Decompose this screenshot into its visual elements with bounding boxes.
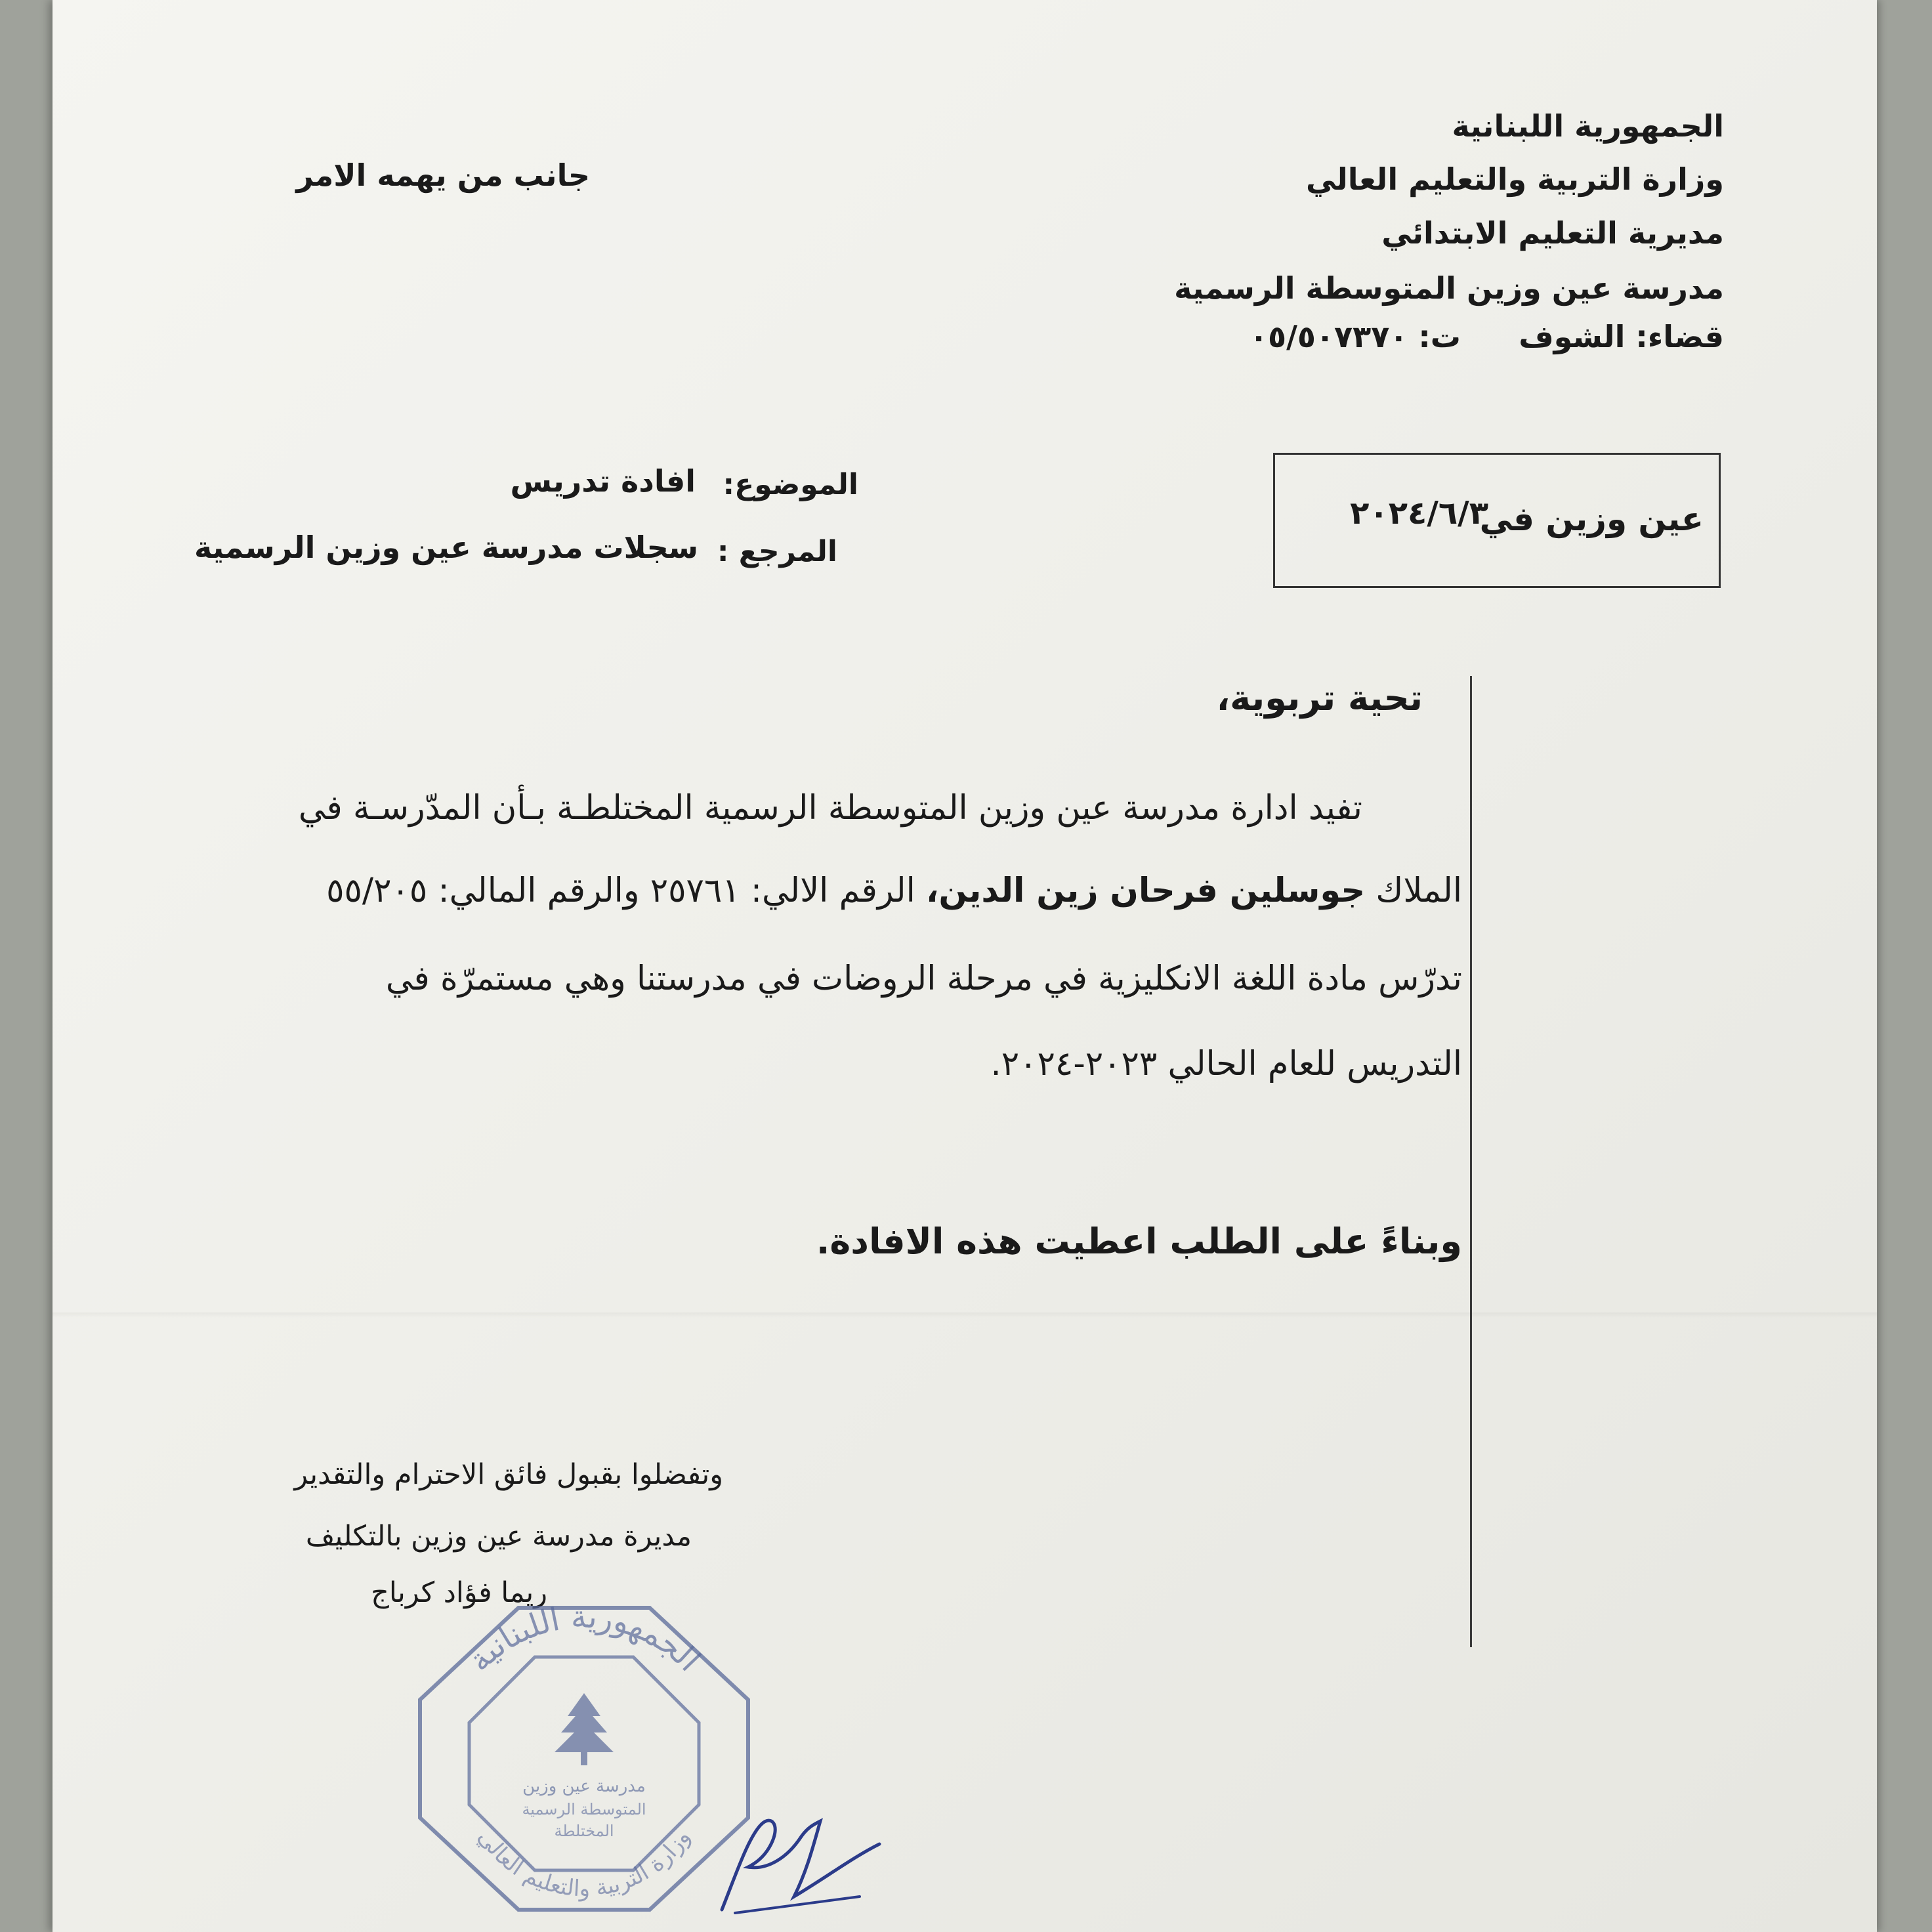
header-directorate: مديرية التعليم الابتدائي (1381, 215, 1724, 251)
margin-rule (1470, 676, 1472, 1647)
body-line-1: تفيد ادارة مدرسة عين وزين المتوسطة الرسمية المختلطـة بـأن المدّرسـة في (298, 789, 1362, 828)
closing-respect: وتفضلوا بقبول فائق الاحترام والتقدير (294, 1458, 723, 1491)
greeting: تحية تربوية، (1216, 677, 1423, 719)
body-line-2 (326, 872, 1462, 910)
closing-title: مديرة مدرسة عين وزين بالتكليف (305, 1520, 692, 1553)
reference-label: المرجع : (717, 535, 837, 568)
svg-text:مدرسة عين وزين: مدرسة عين وزين (522, 1776, 646, 1796)
svg-text:وزارة التربية والتعليم العالي: وزارة التربية والتعليم العالي (472, 1824, 696, 1902)
body-line-3: تدرّس مادة اللغة الانكليزية في مرحلة الروضات في مدرستنا وهي مستمرّة في (385, 959, 1462, 998)
paper-fold (52, 1312, 1877, 1318)
teacher-name: جوسلين فرحان زين الدين، (925, 872, 1366, 910)
header-phone: ت: ٠٥/٥٠٧٣٧٠ (1249, 319, 1461, 354)
subject-label: الموضوع: (723, 468, 858, 501)
closing-signatory: ريما فؤاد كرباج (371, 1576, 547, 1609)
svg-text:الجمهورية اللبنانية: الجمهورية اللبنانية (461, 1598, 708, 1679)
date-value: ٢٠٢٤/٦/٣ (1350, 495, 1488, 532)
cedar-icon (555, 1693, 614, 1765)
header-republic: الجمهورية اللبنانية (1452, 108, 1724, 144)
addressee: جانب من يهمه الامر (296, 158, 590, 193)
reference-value: سجلات مدرسة عين وزين الرسمية (194, 530, 698, 565)
handwritten-signature (709, 1798, 906, 1929)
body-line-2-numbers: الرقم الالي: ٢٥٧٦١ والرقم المالي: ٥٥/٢٠٥ (326, 872, 915, 910)
conclusion: وبناءً على الطلب اعطيت هذه الافادة. (816, 1221, 1462, 1262)
body-line-4: التدريس للعام الحالي ٢٠٢٣-٢٠٢٤. (990, 1045, 1462, 1083)
subject-value: افادة تدريس (510, 463, 696, 499)
svg-text:المختلطة: المختلطة (554, 1822, 614, 1840)
svg-text:المتوسطة الرسمية: المتوسطة الرسمية (522, 1800, 646, 1818)
header-school: مدرسة عين وزين المتوسطة الرسمية (1174, 270, 1724, 306)
date-place: عين وزين في (1479, 500, 1704, 538)
header-ministry: وزارة التربية والتعليم العالي (1306, 161, 1724, 197)
header-district: قضاء: الشوف (1519, 319, 1724, 354)
body-line-2-prefix: الملاك (1376, 872, 1462, 910)
